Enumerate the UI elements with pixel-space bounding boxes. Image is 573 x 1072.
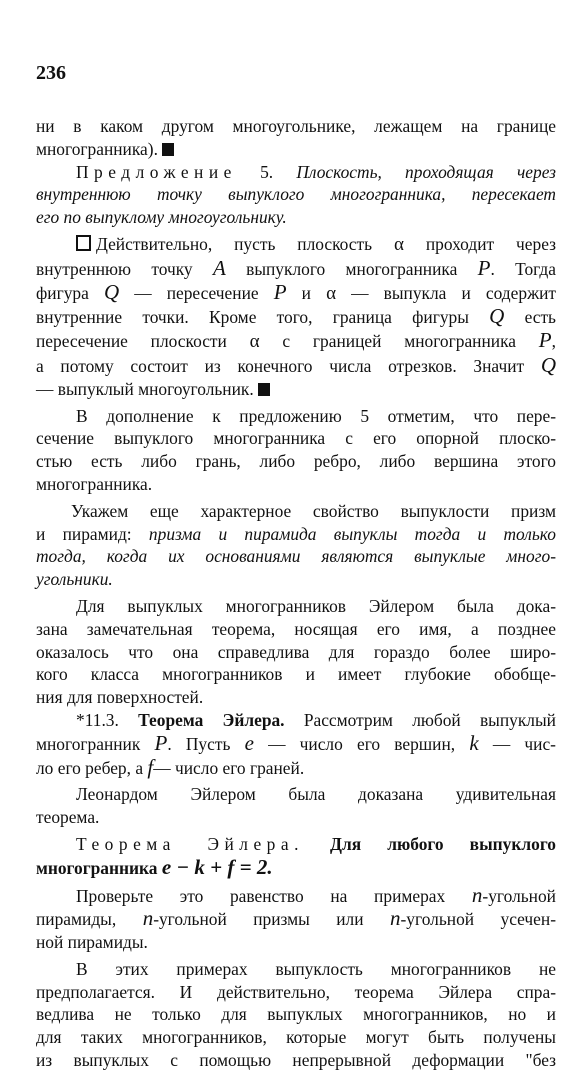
text-line: внутренние точки. Кроме того, граница фигуры Q есть bbox=[36, 304, 556, 329]
euler-formula: e − k + f = 2. bbox=[161, 854, 273, 879]
text-line: многогранника e − k + f = 2. bbox=[36, 854, 273, 879]
text-line: многогранника. bbox=[36, 473, 153, 494]
end-of-proof-mark bbox=[258, 383, 270, 396]
text-line: Теорема Эйлера. Для любого выпуклого bbox=[76, 833, 556, 854]
text-line: ни в каком другом многоугольнике, лежащем на границе bbox=[36, 116, 556, 136]
end-of-proof-mark bbox=[162, 143, 174, 156]
text-line: для таких многогранников, которые могут быть получены bbox=[36, 1027, 556, 1048]
theorem-label: Теорема Эйлера. bbox=[76, 833, 304, 854]
text-line: пирамиды, n-угольной призмы или n-угольной усечен- bbox=[36, 906, 556, 931]
paragraph-end-previous bbox=[36, 115, 556, 161]
text-line: многогранника). bbox=[36, 138, 556, 161]
text-line: его по выпуклому многоугольнику. bbox=[36, 207, 287, 228]
text-line: угольники. bbox=[36, 569, 113, 590]
euler-remark bbox=[36, 783, 556, 829]
text-line: многогранник P. Пусть e — число его вершин, k — чис- bbox=[36, 730, 556, 755]
text-line: ния для поверхностей. bbox=[36, 687, 204, 708]
exercise-paragraph bbox=[36, 884, 556, 954]
text-line: Укажем еще характерное свойство выпуклости призм bbox=[71, 500, 556, 521]
text-line: В дополнение к предложению 5 отметим, что пере- bbox=[76, 405, 556, 426]
text-line: Действительно, пусть плоскость α проходит через bbox=[36, 233, 556, 257]
euler-intro-paragraph bbox=[36, 595, 556, 709]
text-line: сечение выпуклого многогранника с его опорной плоско- bbox=[36, 428, 556, 449]
text-line: — выпуклый многоугольник. bbox=[36, 378, 556, 401]
text-line: а потому состоит из конечного числа отрезков. Значит Q bbox=[36, 352, 556, 377]
section-11-3 bbox=[36, 709, 556, 779]
text-line: фигура Q — пересечение P и α — выпукла и содержит bbox=[36, 279, 556, 304]
proof-paragraph bbox=[36, 233, 556, 401]
text-line: Проверьте это равенство на примерах n-угольной bbox=[76, 882, 556, 907]
text-line: внутреннюю точку A выпуклого многогранника P. Тогда bbox=[36, 255, 556, 280]
text-line: Для выпуклых многогранников Эйлером была дока- bbox=[76, 595, 556, 616]
page-number: 236 bbox=[36, 62, 66, 84]
text-line: из выпуклых с помощью непрерывной деформации "без bbox=[36, 1050, 556, 1071]
text-line: стью есть либо грань, либо ребро, либо вершина этого bbox=[36, 451, 556, 472]
text-line: ло его ребер, а f— число его граней. bbox=[36, 754, 305, 779]
proof-start-mark bbox=[76, 235, 91, 251]
text-line: Леонардом Эйлером была доказана удивительная bbox=[76, 784, 556, 805]
text-line: В этих примерах выпуклость многогранников не bbox=[76, 958, 556, 979]
text-line: кого класса многогранников и имеет глубокие обобще- bbox=[36, 664, 556, 685]
text-line: Предложение 5. Плоскость, проходящая через bbox=[76, 161, 556, 182]
text-line: ведлива не только для выпуклых многогранников, но и bbox=[36, 1004, 556, 1025]
section-number: *11.3. bbox=[76, 709, 119, 730]
text-line: пересечение плоскости α с границей многогранника P, bbox=[36, 328, 556, 353]
text-line: зана замечательная теорема, носящая его имя, а позднее bbox=[36, 618, 556, 639]
section-title: Теорема Эйлера. bbox=[138, 709, 285, 730]
prism-pyramid-paragraph bbox=[36, 500, 556, 591]
text-line: *11.3. Теорема Эйлера. Рассмотрим любой выпуклый bbox=[76, 709, 556, 730]
text-line: теорема. bbox=[36, 807, 100, 828]
text-line: и пирамид: призма и пирамида выпуклы тогда и только bbox=[36, 523, 556, 544]
remark-paragraph bbox=[36, 405, 556, 496]
convexity-paragraph bbox=[36, 958, 556, 1072]
proposition-label: Предложение bbox=[76, 161, 237, 182]
text-line: внутреннюю точку выпуклого многогранника, пересекает bbox=[36, 184, 556, 205]
text-line: тогда, когда их основаниями являются выпуклые много- bbox=[36, 546, 556, 567]
text-line: ной пирамиды. bbox=[36, 932, 148, 953]
page-body bbox=[36, 115, 556, 1072]
euler-theorem bbox=[36, 833, 556, 880]
text-line: оказалось что она справедлива для гораздо более широ- bbox=[36, 641, 556, 662]
proposition-5 bbox=[36, 161, 556, 229]
text-line: предполагается. И действительно, теорема Эйлера спра- bbox=[36, 981, 556, 1002]
